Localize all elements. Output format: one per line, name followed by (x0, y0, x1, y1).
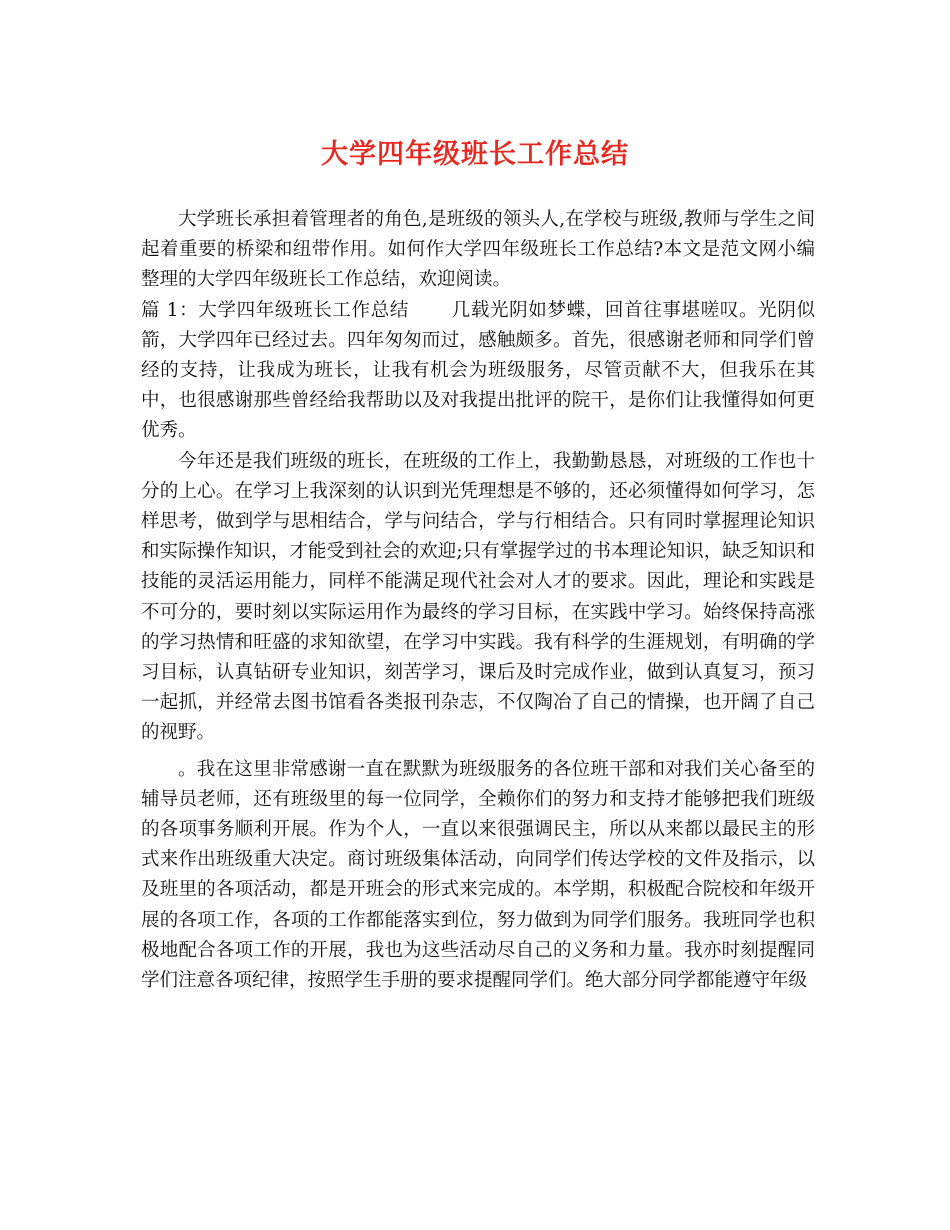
document-body (141, 205, 815, 996)
intro-paragraph: 大学班长承担着管理者的角色,是班级的领头人,在学校与班级,教师与学生之间起着重要的桥梁和纽带作用。如何作大学四年级班长工作总结?本文是范文网小编整理的大学四年级班长工作总结，欢迎阅读。 (141, 209, 815, 291)
paragraph-2: 今年还是我们班级的班长，在班级的工作上，我勤勤恳恳，对班级的工作也十分的上心。在学习上我深刻的认识到光凭理想是不够的，还必须懂得如何学习，怎样思考，做到学与思相结合，学与问结合，学与行相结合。只有同时掌握理论知识和实际操作知识，才能受到社会的欢迎;只有掌握学过的书本理论知识，缺乏知识和技能的灵活运用能力，同样不能满足现代社会对人才的要求。因此，理论和实践是不可分的，要时刻以实际运用作为最终的学习目标，在实践中学习。始终保持高涨的学习热情和旺盛的求知欲望，在学习中实践。我有科学的生涯规划，有明确的学习目标，认真钻研专业知识，刻苦学习，课后及时完成作业，做到认真复习，预习一起抓，并经常去图书馆看各类报刊杂志，不仅陶冶了自己的情操，也开阔了自己的视野。 (141, 450, 815, 744)
paragraph-3: 。我在这里非常感谢一直在默默为班级服务的各位班干部和对我们关心备至的辅导员老师，还有班级里的每一位同学，全赖你们的努力和支持才能够把我们班级的各项事务顺利开展。作为个人，一直以来很强调民主，所以从来都以最民主的形式来作出班级重大决定。商讨班级集体活动，向同学们传达学校的文件及指示，以及班里的各项活动，都是开班会的形式来完成的。本学期，积极配合院校和年级开展的各项工作，各项的工作都能落实到位，努力做到为同学们服务。我班同学也积极地配合各项工作的开展，我也为这些活动尽自己的义务和力量。我亦时刻提醒同学们注意各项纪律，按照学生手册的要求提醒同学们。绝大部分同学都能遵守年级 (141, 758, 815, 992)
document-title: 大学四年级班长工作总结 (321, 139, 629, 170)
article-first-paragraph (141, 296, 815, 447)
article-heading: 篇 1：大学四年级班长工作总结 (141, 299, 410, 321)
paragraph-1-text: 几载光阴如梦蝶，回首往事堪嗟叹。光阴似箭，大学四年已经过去。四年匆匆而过，感触颇多。首先，很感谢老师和同学们曾经的支持，让我成为班长，让我有机会为班级服务，尽管贡献不大，但我乐在其中，也很感谢那些曾经给我帮助以及对我提出批评的院干，是你们让我懂得如何更优秀。 (141, 299, 815, 442)
